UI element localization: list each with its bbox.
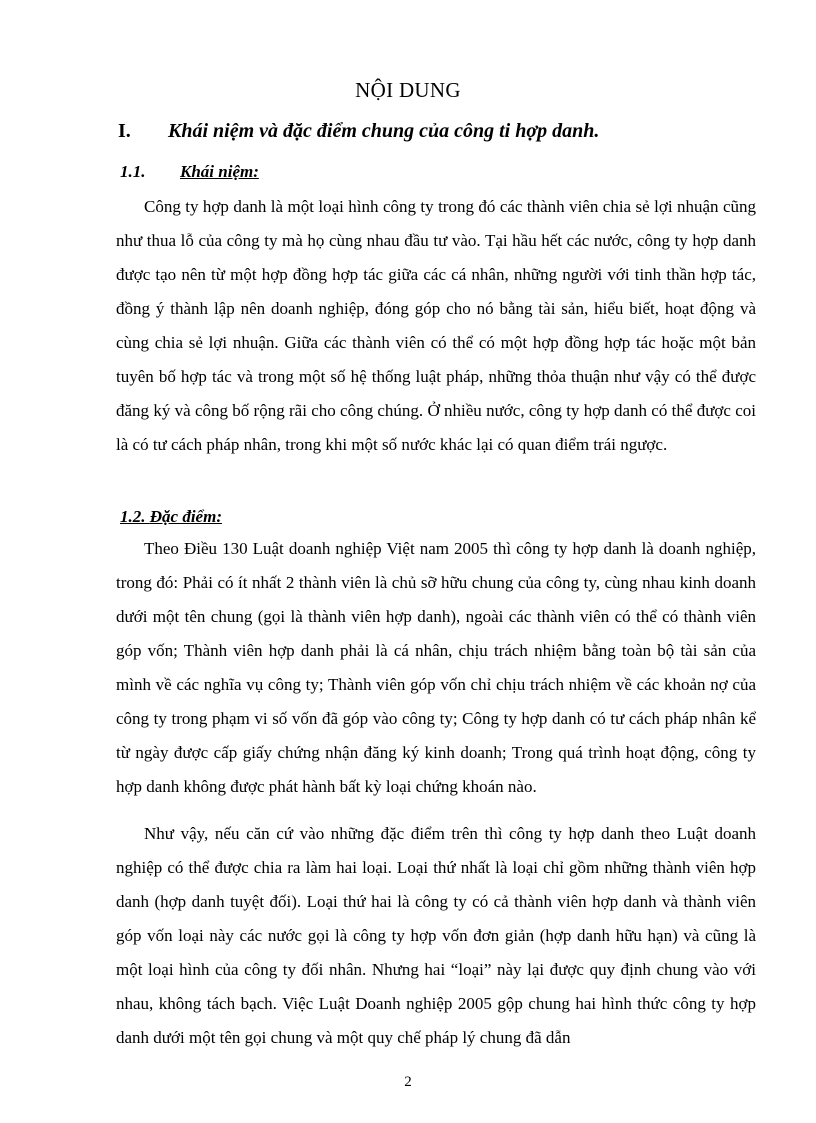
subsection-number: 1.1.: [120, 162, 146, 181]
subsection-number: 1.2.: [120, 507, 146, 526]
section-title: Khái niệm và đặc điểm chung của công ti hợp danh.: [168, 120, 600, 142]
page-number: 2: [404, 1074, 412, 1090]
section-heading: [118, 120, 599, 143]
paragraph-classification: Như vậy, nếu căn cứ vào những đặc điểm trên thì công ty hợp danh theo Luật doanh nghiệp có thể được chia ra làm hai loại. Loại thứ nhất là loại chỉ gồm những thành viên hợp danh (hợp danh tuyệt đối). Loại thứ hai là công ty có cả thành viên hợp danh và thành viên góp vốn loại này các nước gọi là công ty hợp vốn đơn giản (hợp danh hữu hạn) và cũng là một loại hình của công ty đối nhân. Nhưng hai “loại” này lại được quy định chung vào với nhau, không tách bạch. Việc Luật Doanh nghiệp 2005 gộp chung hai hình thức công ty hợp danh dưới một tên gọi chung và một quy chế pháp lý chung đã dẫn: [116, 824, 756, 1047]
subsection-title: Khái niệm:: [180, 162, 259, 181]
paragraph-definition: Công ty hợp danh là một loại hình công ty trong đó các thành viên chia sẻ lợi nhuận cũng như thua lỗ của công ty mà họ cùng nhau đầu tư vào. Tại hầu hết các nước, công ty hợp danh được tạo nên từ một hợp đồng hợp tác giữa các cá nhân, những người với tinh thần hợp tác, đồng ý thành lập nên doanh nghiệp, đóng góp cho nó bằng tài sản, hiểu biết, hoạt động và cùng chia sẻ lợi nhuận. Giữa các thành viên có thể có một hợp đồng hợp tác hoặc một bản tuyên bố hợp tác và trong một số hệ thống luật pháp, những thỏa thuận như vậy có thể được đăng ký và công bố rộng rãi cho công chúng. Ở nhiều nước, công ty hợp danh có thể được coi là có tư cách pháp nhân, trong khi một số nước khác lại có quan điểm trái ngược.: [116, 197, 756, 454]
section-number: I.: [118, 120, 131, 142]
subsection-heading-features: [120, 507, 222, 527]
paragraph-features: Theo Điều 130 Luật doanh nghiệp Việt nam 2005 thì công ty hợp danh là doanh nghiệp, trong đó: Phải có ít nhất 2 thành viên là chủ sỡ hữu chung của công ty, cùng nhau kinh doanh dưới một tên chung (gọi là thành viên hợp danh), ngoài các thành viên có thể có thành viên góp vốn; Thành viên hợp danh phải là cá nhân, chịu trách nhiệm bằng toàn bộ tài sản của mình về các nghĩa vụ công ty; Thành viên góp vốn chỉ chịu trách nhiệm về các khoản nợ của công ty trong phạm vi số vốn đã góp vào công ty; Công ty hợp danh có tư cách pháp nhân kể từ ngày được cấp giấy chứng nhận đăng ký kinh doanh; Trong quá trình hoạt động, công ty hợp danh không được phát hành bất kỳ loại chứng khoán nào.: [116, 539, 756, 796]
subsection-title: Đặc điểm:: [149, 507, 222, 526]
subsection-heading-definition: [120, 162, 259, 182]
page-title: NỘI DUNG: [355, 78, 461, 102]
